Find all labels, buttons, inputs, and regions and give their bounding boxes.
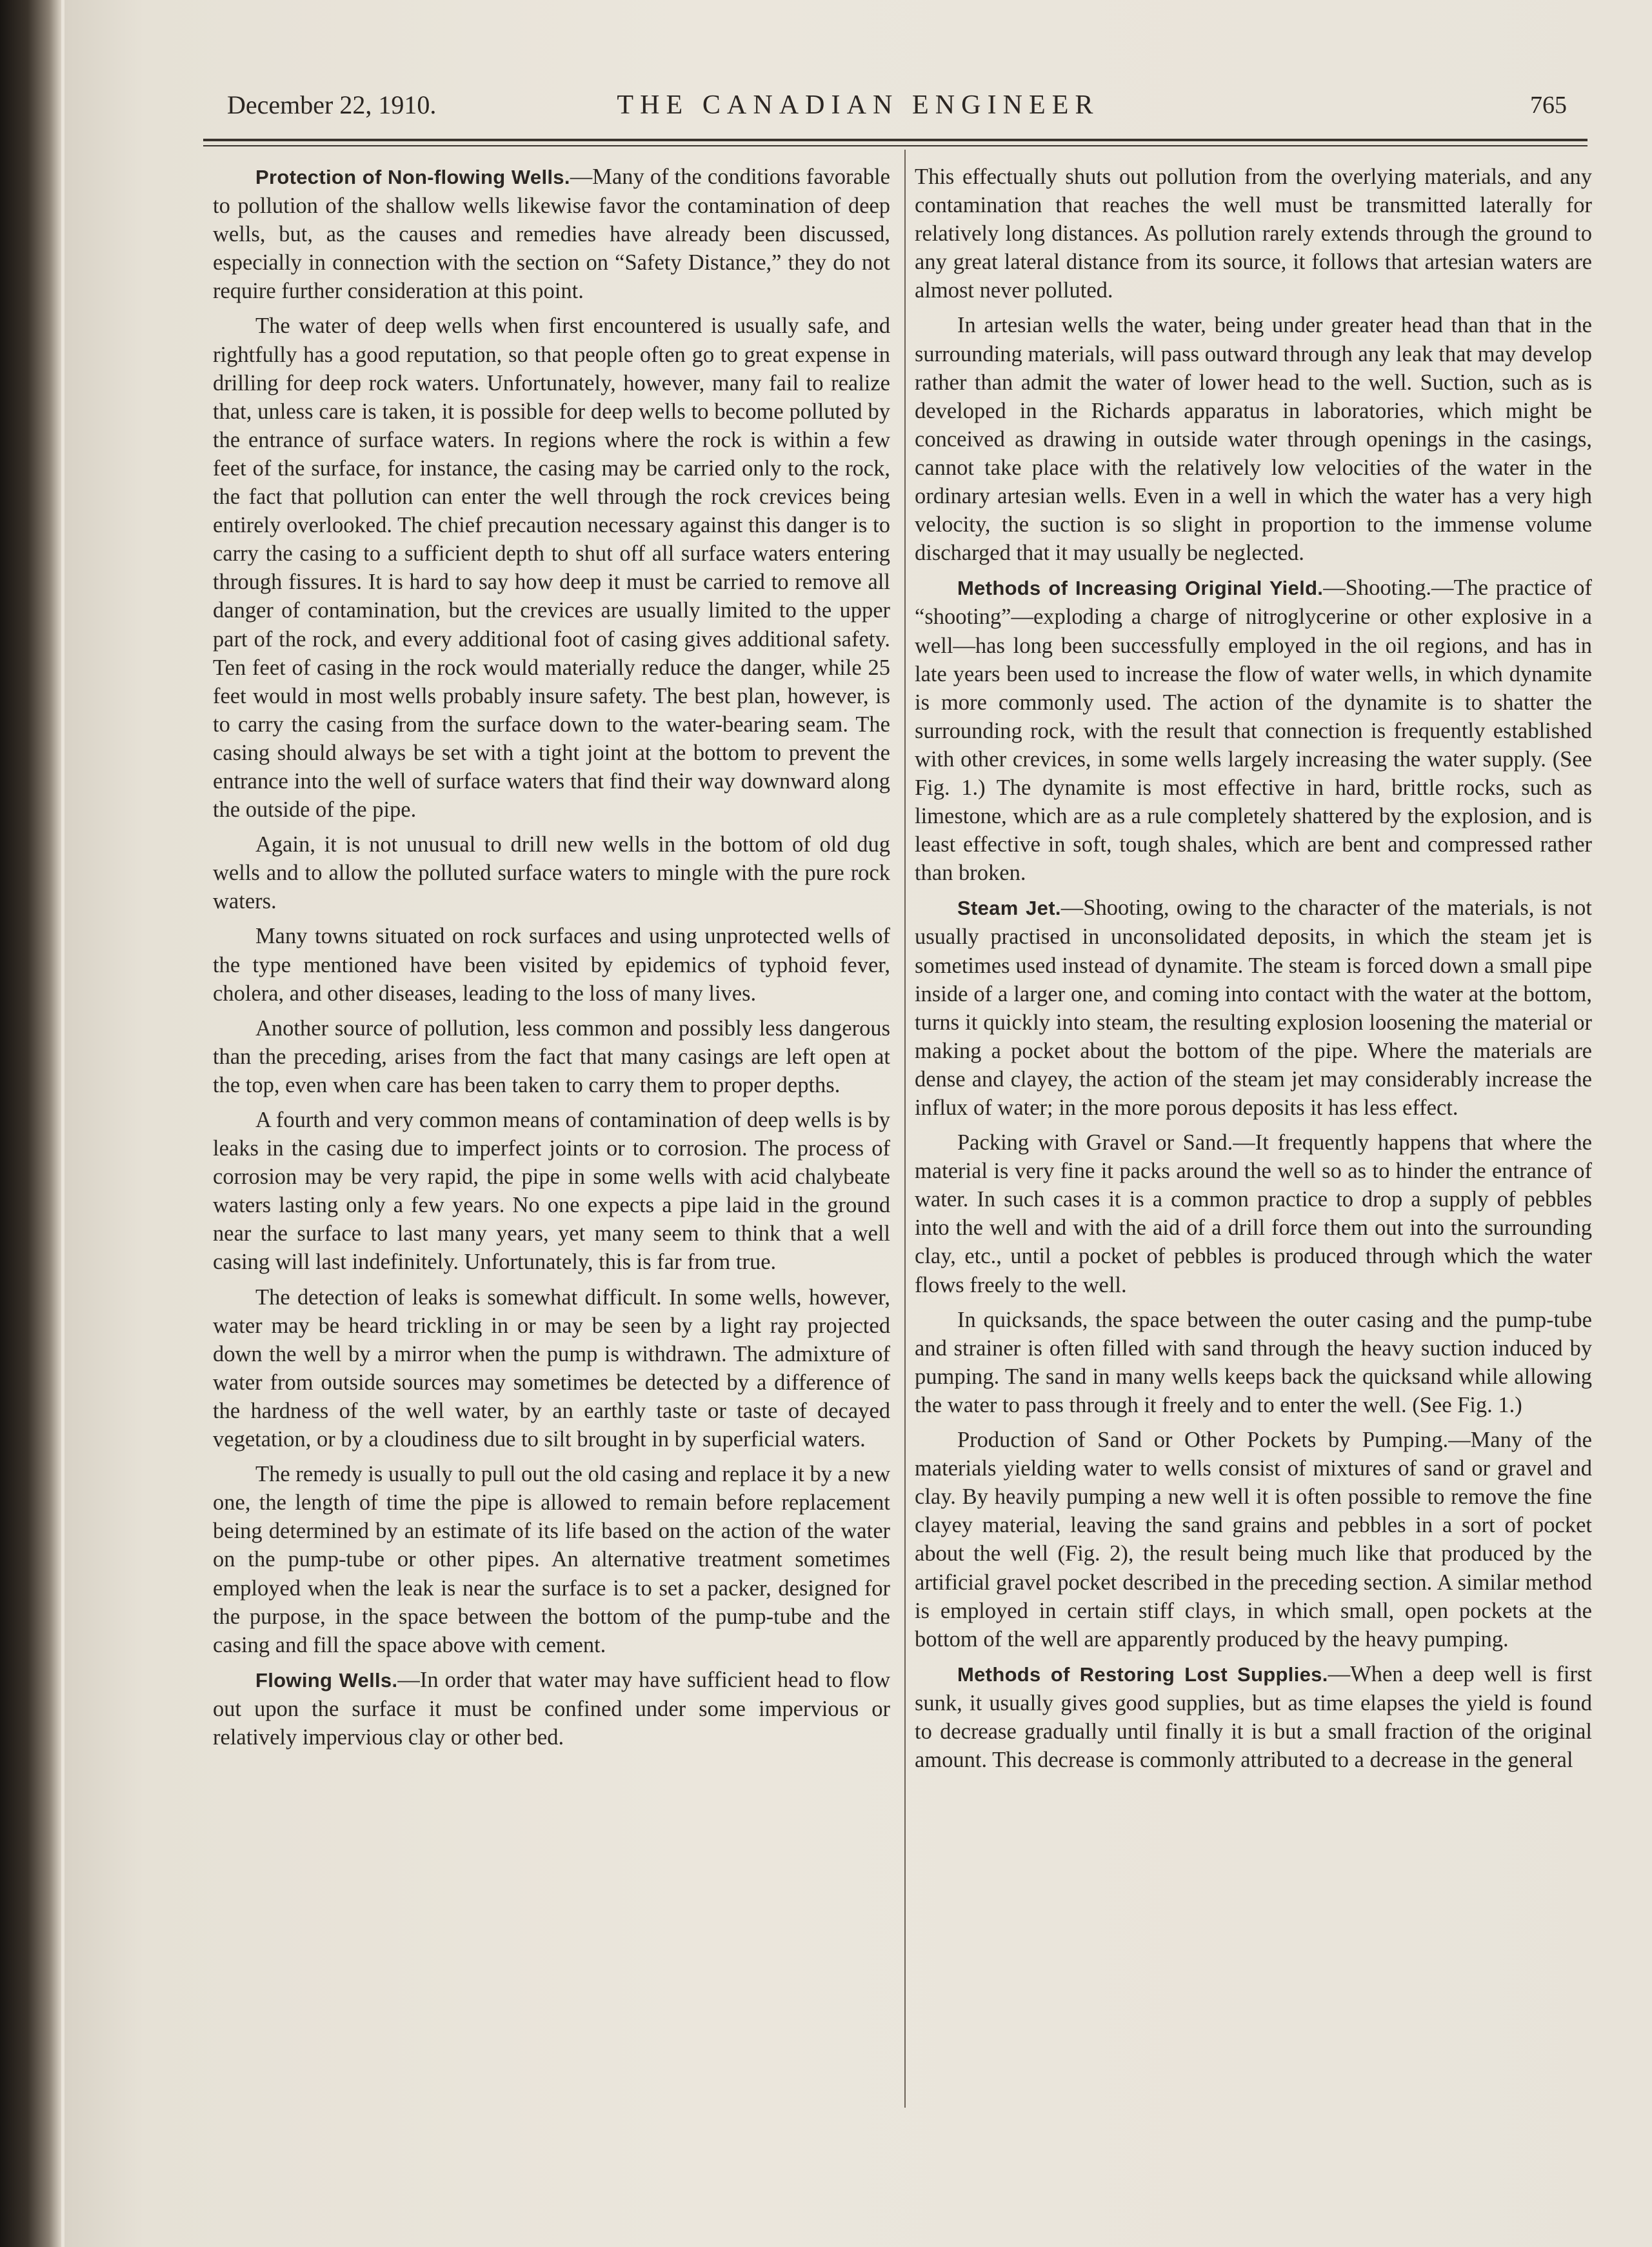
paragraph-text: —In order that water may have sufficient head to flow out upon the surface it must be confined under some impervious or relatively impervious clay or other bed. xyxy=(213,1667,890,1750)
paragraph-text: Many towns situated on rock surfaces and using unprotected wells of the type mentioned have been visited by epidemics of typhoid fever, cholera, and other diseases, leading to the loss of many lives. xyxy=(213,924,890,1006)
paragraph-text: The detection of leaks is somewhat difficult. In some wells, however, water may be heard trickling in or may be seen by a light ray projected down the well by a mirror when the pump is withdrawn. The admixture of water from outside sources may sometimes be detected by a difference of the hardness of the well water, by an earthly taste or taste of decayed vegetation, or by a cloudiness due to silt brought in by superficial waters. xyxy=(213,1284,890,1452)
paragraph xyxy=(915,574,1592,887)
journal-title: THE CANADIAN ENGINEER xyxy=(617,90,1100,120)
left-column xyxy=(213,163,890,1758)
paragraph xyxy=(213,1014,890,1099)
run-in-heading: Protection of Non-flowing Wells. xyxy=(255,166,570,188)
journal-page xyxy=(65,0,1652,2247)
paragraph xyxy=(915,1660,1592,1774)
paragraph-text: —Shooting.—The practice of “shooting”—exploding a charge of nitroglycerine or other explosive in a well—has long been successfully employed in the oil regions, and has in late years been used to increase the flow of water wells, in which dynamite is more commonly used. The action of the dynamite is to shatter the surrounding rock, with the result that connection is frequently established with other crevices, in some wells largely increasing the water supply. (See Fig. 1.) The dynamite is most effective in hard, brittle rocks, such as limestone, which are as a rule completely shattered by the explosion, and is least effective in soft, tough shales, which are bent and compressed rather than broken. xyxy=(915,575,1592,886)
paragraph-text: —When a deep well is first sunk, it usually gives good supplies, but as time elapses the yield is found to decrease gradually until finally it is but a small fraction of the original amount. This decrease is commonly attributed to a decrease in the general xyxy=(915,1661,1592,1773)
header-rule-thin xyxy=(203,145,1587,146)
paragraph-text: —Many of the conditions favorable to pollution of the shallow wells likewise favor the contamination of deep wells, but, as the causes and remedies have already been discussed, especially in connection with the section on “Safety Distance,” they do not require further consideration at this point. xyxy=(213,165,890,304)
book-binding-shadow xyxy=(0,0,61,2247)
paragraph-text: Again, it is not unusual to drill new wells in the bottom of old dug wells and to allow the polluted surface waters to mingle with the pure rock waters. xyxy=(213,832,890,914)
column-divider xyxy=(904,150,906,2108)
paragraph-text: Another source of pollution, less common and possibly less dangerous than the preceding, arises from the fact that many casings are left open at the top, even when care has been taken to carry them to proper depths. xyxy=(213,1015,890,1097)
paragraph xyxy=(915,1426,1592,1653)
paragraph xyxy=(213,1460,890,1659)
run-in-heading: Steam Jet. xyxy=(957,897,1061,920)
paragraph-text: A fourth and very common means of contamination of deep wells is by leaks in the casing due to imperfect joints or to corrosion. The process of corrosion may be very rapid, the pipe in some wells with acid chalybeate waters lasting only a few years. No one expects a pipe laid in the ground near the surface to last many years, yet many seem to think that a well casing will last indefinitely. Unfortunately, this is far from true. xyxy=(213,1108,890,1275)
paragraph xyxy=(213,1106,890,1277)
run-in-heading: Methods of Restoring Lost Supplies. xyxy=(957,1663,1328,1686)
paragraph-text: This effectually shuts out pollution from the overlying materials, and any contamination that reaches the well must be transmitted laterally for relatively long distances. As pollution rarely extends through the ground to any great lateral distance from its source, it follows that artesian waters are almost never polluted. xyxy=(915,165,1592,303)
header-rule-thick xyxy=(203,139,1587,141)
paragraph xyxy=(213,163,890,305)
run-in-heading: Flowing Wells. xyxy=(255,1668,398,1692)
paragraph xyxy=(213,312,890,824)
issue-date: December 22, 1910. xyxy=(227,90,437,119)
paragraph-text: In quicksands, the space between the outer casing and the pump-tube and strainer is often filled with sand through the heavy suction induced by pumping. The sand in many wells keeps back the quicksand while allowing the water to pass through it freely and to enter the well. (See Fig. 1.) xyxy=(915,1307,1592,1417)
paragraph-text: In artesian wells the water, being under greater head than that in the surrounding materials, will pass outward through any leak that may develop rather than admit the water of lower head to the well. Suction, such as is developed in the Richards apparatus in laboratories, which might be conceived as drawing in outside water through openings in the casings, cannot take place with the relatively low velocities of the water in the ordinary artesian wells. Even in a well in which the water has a very high velocity, the suction is so slight in proportion to the immense volume discharged that it may usually be neglected. xyxy=(915,313,1592,566)
paragraph xyxy=(213,830,890,915)
paragraph xyxy=(213,1666,890,1752)
paragraph xyxy=(915,1306,1592,1419)
paragraph xyxy=(915,163,1592,305)
paragraph-text: The remedy is usually to pull out the old casing and replace it by a new one, the length of time the pipe is allowed to remain before replacement being determined by an estimate of its life based on the action of the water on the pump-tube or other pipes. An alternative treatment sometimes employed when the leak is near the surface is to set a packer, designed for the purpose, in the space between the bottom of the pump-tube and the casing and fill the space above with cement. xyxy=(213,1462,890,1657)
paragraph-text: The water of deep wells when first encountered is usually safe, and rightfully has a good reputation, so that people often go to great expense in drilling for deep rock waters. Unfortunately, however, many fail to realize that, unless care is taken, it is possible for deep wells to become polluted by the entrance of surface waters. In regions where the rock is within a few feet of the surface, for instance, the casing may be carried only to the rock, the fact that pollution can enter the well through the rock crevices being entirely overlooked. The chief precaution necessary against this danger is to carry the casing to a sufficient depth to shut off all surface waters entering through fissures. It is hard to say how deep it must be carried to remove all danger of contamination, but the crevices are usually limited to the upper part of the rock, and every additional foot of casing gives additional safety. Ten feet of casing in the rock would materially reduce the danger, while 25 feet would in most wells probably insure safety. The best plan, however, is to carry the casing from the surface down to the water-bearing seam. The casing should always be set with a tight joint at the bottom to prevent the entrance into the well of surface waters that find their way downward along the outside of the pipe. xyxy=(213,314,890,823)
paragraph xyxy=(915,311,1592,567)
paragraph xyxy=(213,922,890,1007)
paragraph xyxy=(915,1128,1592,1299)
right-column xyxy=(915,163,1592,1781)
paragraph xyxy=(915,894,1592,1122)
paragraph-text: Packing with Gravel or Sand.—It frequently happens that where the material is very fine it packs around the well so as to hinder the entrance of water. In such cases it is a common practice to drop a supply of pebbles into the well and with the aid of a drill force them out into the surrounding clay, etc., until a pocket of pebbles is produced through which the water flows freely to the well. xyxy=(915,1130,1592,1297)
paragraph-text: Production of Sand or Other Pockets by Pumping.—Many of the materials yielding water to wells consist of mixtures of sand or gravel and clay. By heavily pumping a new well it is often possible to remove the fine clayey material, leaving the sand grains and pebbles in a sort of pocket about the well (Fig. 2), the result being much like that produced by the artificial gravel pocket described in the preceding section. A similar method is employed in certain stiff clays, in which small, open pockets at the bottom of the well are apparently produced by the heavy pumping. xyxy=(915,1428,1592,1652)
run-in-heading: Methods of Increasing Original Yield. xyxy=(957,577,1324,600)
paragraph-text: —Shooting, owing to the character of the materials, is not usually practised in unconsolidated deposits, in which the steam jet is sometimes used instead of dynamite. The steam is forced down a small pipe inside of a larger one, and coming into contact with the water at the bottom, turns it quickly into steam, the resulting explosion loosening the material or making a pocket about the bottom of the pipe. Where the materials are dense and clayey, the action of the steam jet may considerably increase the influx of water; in the more porous deposits it has less effect. xyxy=(915,895,1592,1120)
page-number: 765 xyxy=(1530,92,1567,119)
paragraph xyxy=(213,1283,890,1454)
